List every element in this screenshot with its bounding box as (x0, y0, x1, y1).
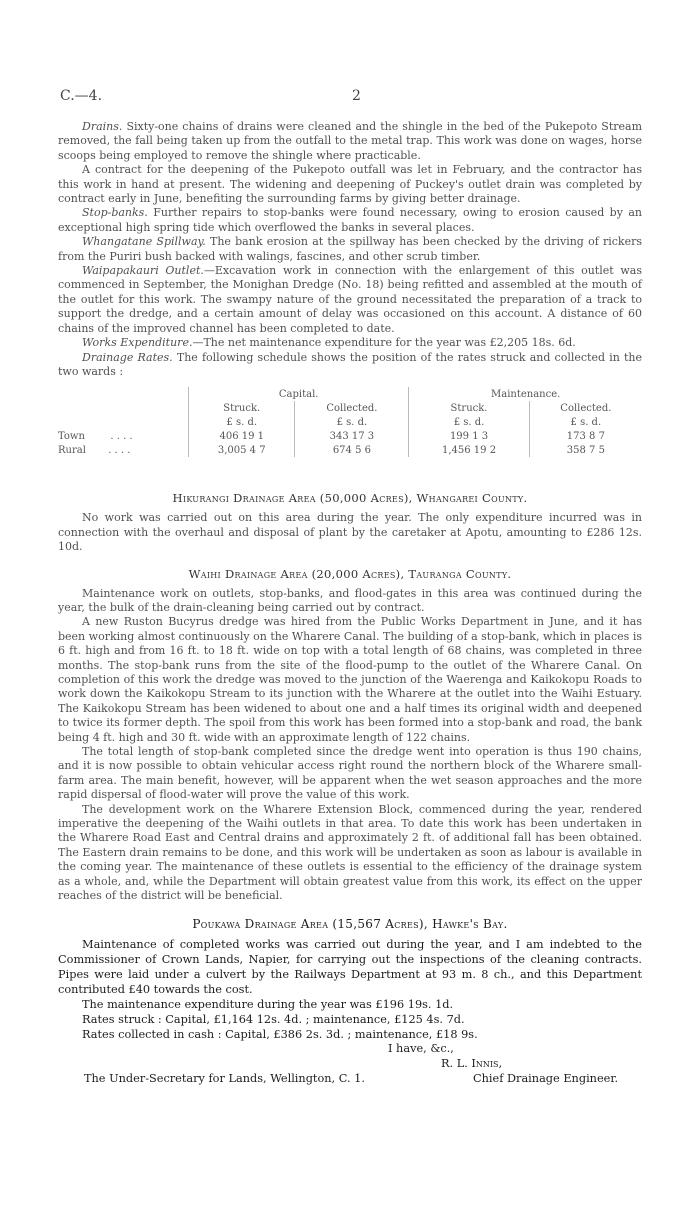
signatory-title: Chief Drainage Engineer. (473, 1072, 619, 1086)
heading-hikurangi: Hikurangi Drainage Area (50,000 Acres), Whangarei County. (172, 491, 528, 506)
cell-capital-collected: 343 17 3 (295, 429, 409, 443)
paragraph-waihi-4: The development work on the Wharere Extension Block, commenced during the year, rendered imperative the deepening of the Waihi outlets in that area. To date this work has been undertaken in the Wharere Road East and Central drains and approximately 2 ft. of additional fall has been obtained. The Eastern drain remains to be done, and this work will be undertaken as soon as labour is available in the coming year. The maintenance of these outlets is essential to the efficiency of the drainage system as a whole, and, while the Department will obtain greatest value from this work, its effect on the upper reaches of the district will be beneficial. (58, 802, 642, 903)
header-maintenance-struck: Struck. (409, 401, 529, 415)
heading-poukawa: Poukawa Drainage Area (15,567 Acres), Hawke's Bay. (192, 917, 508, 932)
signature-block (58, 1042, 642, 1092)
row-ward: Rural (58, 444, 86, 456)
units-capital-collected: £ s. d. (295, 415, 409, 429)
table-row (58, 429, 642, 443)
paragraph-poukawa: Maintenance of completed works was carried out during the year, and I am indebted to the Commissioner of Crown Lands, Napier, for carrying out the inspections of the cleaning contracts. Pipes were laid under a culvert by the Railways Department at 93 m. 8 ch., and this Department contributed £40 towards the cost. (58, 938, 642, 997)
paragraph-waihi-2: A new Ruston Bucyrus dredge was hired from the Public Works Department in June, and it has been working almost continuously on the Wharere Canal. The building of a stop-bank, which in places is 6 ft. high and from 16 ft. to 18 ft. wide on top with a total length of 68 chains, was completed in three months. The stop-bank runs from the site of the flood-pump to the outlet of the Wharere Canal. On completion of this work the dredge was moved to the junction of the Waerenga and Kaikokopu Roads to work down the Kaikokopu Stream to its junction with the Wharere at the outlet into the Waihi Estuary. The Kaikokopu Stream has been widened to about one and a half times its original width and deepened to twice its former depth. The spoil from this work has been formed into a stop-bank and road, the bank being 4 ft. high and 30 ft. wide with an approximate length of 122 chains. (58, 615, 642, 744)
rates-table (58, 387, 642, 457)
paragraph-waipapakauri (58, 264, 642, 336)
cell-maintenance-struck: 1,456 19 2 (409, 443, 529, 457)
addressee: The Under-Secretary for Lands, Wellington, C. 1. (84, 1072, 365, 1086)
cell-capital-struck: 3,005 4 7 (189, 443, 295, 457)
paragraph-spillway (58, 235, 642, 264)
cell-maintenance-collected: 173 8 7 (529, 429, 642, 443)
row-leader-dots: . . . . (110, 430, 133, 442)
closing-salutation: I have, &c., (388, 1042, 454, 1056)
line-rates-struck: Rates struck : Capital, £1,164 12s. 4d. ; maintenance, £125 4s. 7d. (82, 1013, 465, 1027)
cell-capital-collected: 674 5 6 (295, 443, 409, 457)
paragraph-works-expenditure (58, 336, 642, 350)
header-maintenance: Maintenance. (409, 387, 642, 401)
label-stop-banks: Stop-banks. (82, 206, 148, 220)
poukawa-figures (58, 997, 642, 1042)
text-spillway: The bank erosion at the spillway has been checked by the driving of rickers from the Puriri bush backed with walings, fascines, and other scrub timber. (58, 235, 642, 263)
paragraph-drainage-rates (58, 351, 642, 380)
page-number: 2 (352, 88, 361, 104)
text-stop-banks: Further repairs to stop-banks were found necessary, owing to erosion caused by an exceptional high spring tide which overflowed the banks in several places. (58, 206, 642, 234)
heading-waihi: Waihi Drainage Area (20,000 Acres), Tauranga County. (188, 566, 512, 581)
header-maintenance-collected: Collected. (529, 401, 642, 415)
cell-maintenance-collected: 358 7 5 (529, 443, 642, 457)
header-capital-struck: Struck. (189, 401, 295, 415)
paragraph-drains (58, 120, 642, 163)
text-waipapakauri: —Excavation work in connection with the enlargement of this outlet was commenced in September, the Monighan Dredge (No. 18) being refitted and assembled at the mouth of the outlet for this work. The swampy nature of the ground necessitated the preparation of a track to support the dredge, and a certain amount of delay was occasioned on this account. A distance of 60 chains of the improved channel has been completed to date. (58, 264, 642, 335)
paragraph-waihi-1: Maintenance work on outlets, stop-banks, and flood-gates in this area was continued during the year, the bulk of the drain-cleaning being carried out by contract. (58, 586, 642, 614)
units-maintenance-collected: £ s. d. (529, 415, 642, 429)
table-row (58, 443, 642, 457)
label-drainage-rates: Drainage Rates. (82, 350, 173, 364)
paragraph-waihi-3: The total length of stop-bank completed since the dredge went into operation is thus 190 chains, and it is now possible to obtain vehicular access right round the northern block of the Wharere small-farm area. The main benefit, however, will be apparent when the wet season approaches and the more rapid dispersal of flood-water will prove the value of this work. (58, 745, 642, 802)
line-rates-collected: Rates collected in cash : Capital, £386 2s. 3d. ; maintenance, £18 9s. (82, 1028, 478, 1042)
paragraph-contract: A contract for the deepening of the Pukepoto outfall was let in February, and the contractor has this work in hand at present. The widening and deepening of Puckey's outlet drain was completed by contract early in June, benefiting the surrounding farms by giving better drainage. (58, 163, 642, 206)
label-spillway: Whangatane Spillway. (82, 235, 206, 249)
signatory-name: R. L. Innis, (441, 1057, 503, 1071)
document-body (58, 120, 642, 1092)
rates-table-group-row (58, 387, 642, 401)
paragraph-stop-banks (58, 206, 642, 235)
text-drains: Sixty-one chains of drains were cleaned and the shingle in the bed of the Pukepoto Stream removed, the fall being taken up from the outfall to the metal trap. This work was done on wages, horse scoops being employed to remove the shingle where practicable. (58, 120, 642, 162)
cell-maintenance-struck: 199 1 3 (409, 429, 529, 443)
units-capital-struck: £ s. d. (189, 415, 295, 429)
row-ward: Town (58, 430, 85, 442)
document-reference: C.—4. (60, 88, 103, 104)
row-leader-dots: . . . . (108, 444, 131, 456)
label-works-expenditure: Works Expenditure. (82, 336, 193, 350)
header-capital: Capital. (189, 387, 409, 401)
label-waipapakauri: Waipapakauri Outlet. (82, 264, 204, 278)
cell-capital-struck: 406 19 1 (189, 429, 295, 443)
units-maintenance-struck: £ s. d. (409, 415, 529, 429)
rates-table-units-row (58, 415, 642, 429)
rates-table-sub-row (58, 401, 642, 415)
label-drains: Drains. (82, 120, 123, 133)
line-maintenance-expenditure: The maintenance expenditure during the year was £196 19s. 1d. (82, 998, 454, 1012)
paragraph-hikurangi: No work was carried out on this area during the year. The only expenditure incurred was in connection with the overhaul and disposal of plant by the caretaker at Apotu, amounting to £286 12s. 10d. (58, 511, 642, 554)
text-works-expenditure: —The net maintenance expenditure for the year was £2,205 18s. 6d. (192, 336, 576, 350)
header-capital-collected: Collected. (295, 401, 409, 415)
text-drainage-rates: The following schedule shows the position of the rates struck and collected in the two wards : (58, 350, 642, 378)
